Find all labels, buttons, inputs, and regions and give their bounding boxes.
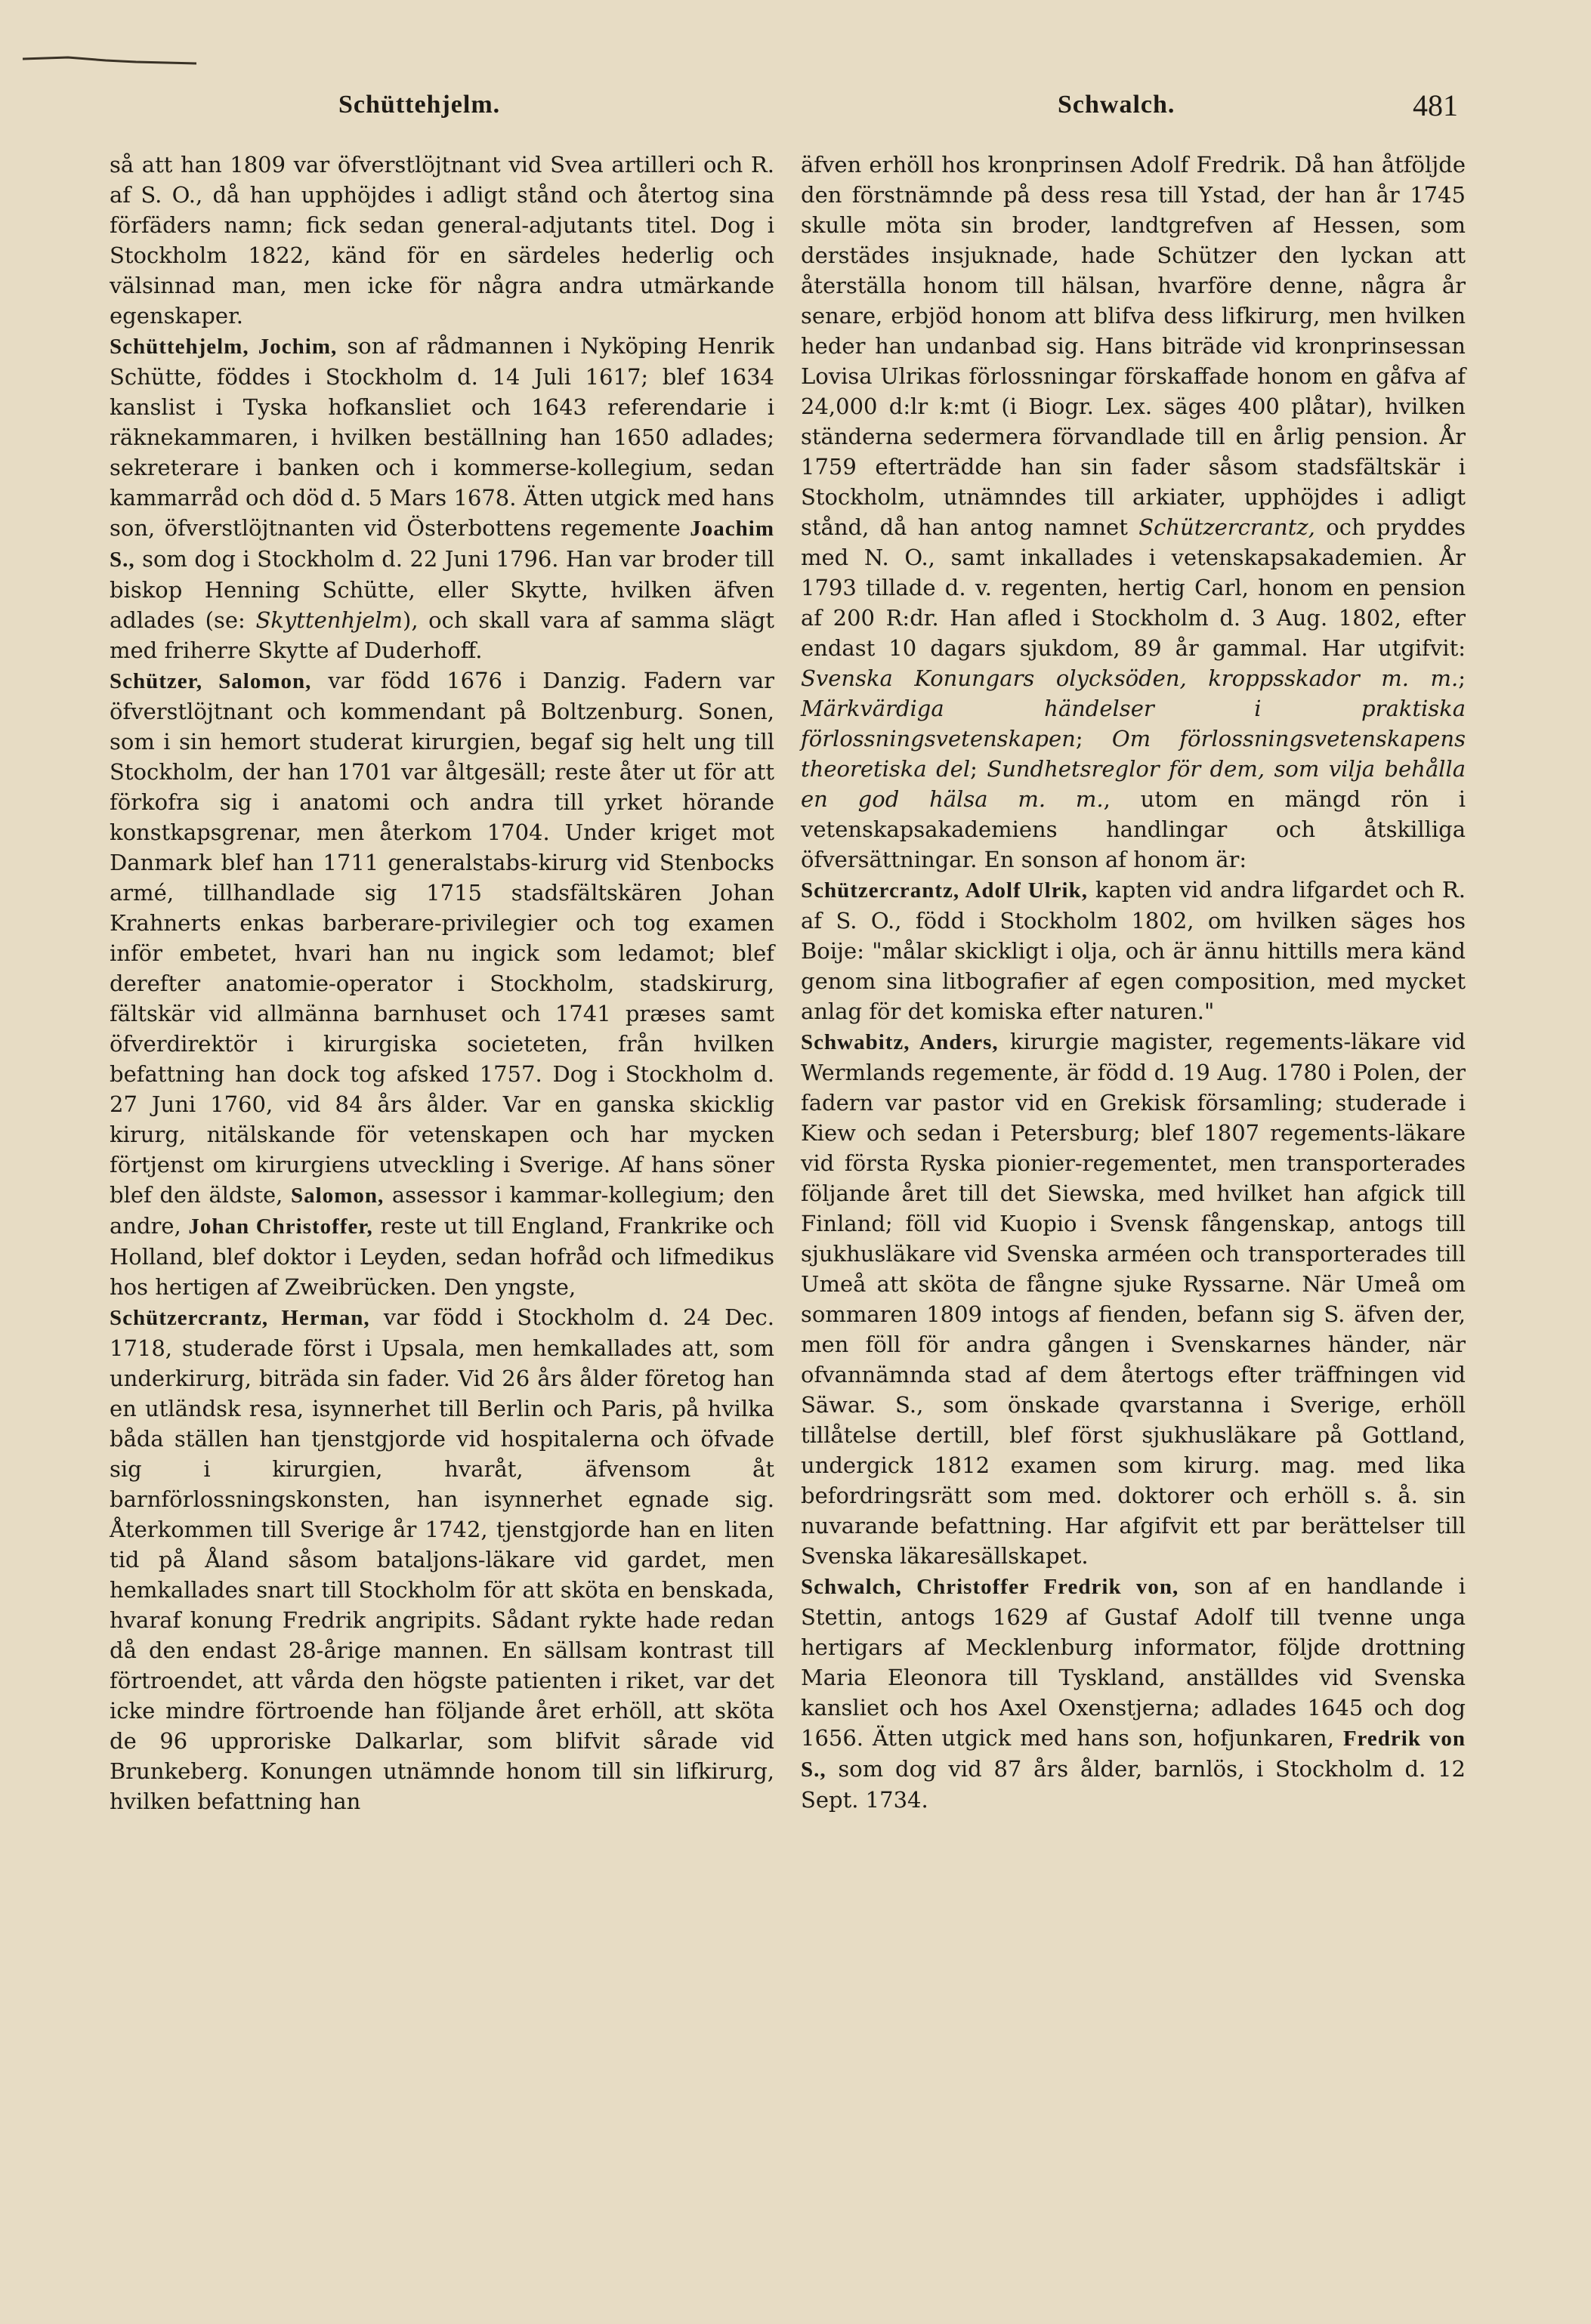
paragraph-text: reste ut till England, Frankrike och Holland, blef doktor i Leyden, sedan hofråd och lifmedikus hos hertigen af Zweibrücken. Den yngste, [110,1213,774,1300]
paragraph [801,1026,1466,1571]
paragraph-text: och pryddes med N. O., samt inkallades i vetenskapsakademien. År 1793 tillade d. v. regenten, hertig Carl, honom en pension af 200 R:dr. Han afled i Stockholm d. 3 Aug. 1802, efter endast 10 dagars sjukdom, 89 år gammal. Har utgifvit: [801,514,1466,661]
paragraph [801,150,1466,875]
running-head-right: Schwalch. [1058,91,1175,119]
running-head-left: Schüttehjelm. [338,91,501,119]
entry-headword: Joachim S., [110,517,774,572]
entry-headword: Schwalch, Christoffer Fredrik von, [801,1575,1179,1599]
entry-headword: Schwabitz, Anders, [801,1030,999,1054]
paragraph-text: så att han 1809 var öfverstlöjtnant vid Svea artilleri och R. af S. O., då han upphöjdes i adligt stånd och återtog sina förfäders namn; fick sedan general-adjutants titel. Dog i Stockholm 1822, känd för en särdeles hederlig och välsinnad man, men icke för några andra utmärkande egenskaper. [110,152,774,329]
paragraph-text: äfven erhöll hos kronprinsen Adolf Fredrik. Då han åtföljde den förstnämnde på dess resa till Ystad, der han år 1745 skulle möta sin broder, landtgrefven af Hessen, som derstädes insjuknade, hade Schützer den lyckan att återställa honom till hälsan, hvarföre denne, några år senare, erbjöd honom att blifva dess lifkirurg, men hvilken heder han undanbad sig. Hans biträde vid kronprinsessan Lovisa Ulrikas förlossningar förskaffade honom en gåfva af 24,000 d:lr k:mt (i Biogr. Lex. säges 400 plåtar), hvilken ständerna sedermera förvandlade till en årlig pension. År 1759 efterträdde han sin fader såsom stadsfältskär i Stockholm, utnämndes till arkiater, upphöjdes i adligt stånd, då han antog namnet [801,152,1466,540]
paragraph [110,331,774,665]
entry-headword: Salomon, [291,1184,385,1208]
entry-headword: Schützercrantz, Herman, [110,1306,370,1330]
paragraph-text: , utom en mängd rön i vetenskapsakademiens handlingar och åtskilliga öfversättningar. En sonson af honom är: [801,786,1466,872]
paragraph-text: var född 1676 i Danzig. Fadern var öfverstlöjtnant och kommendant på Boltzenburg. Sonen, som i sin hemort studerat kirurgien, begaf sig helt ung till Stockholm, der han 1701 var åltgesäll; reste åter ut för att förkofra sig i anatomi och andra till yrket hörande konstkapsgrenar, men återkom 1704. Under kriget mot Danmark blef han 1711 generalstabs-kirurg vid Stenbocks armé, tillhandlade sig 1715 stadsfältskären Johan Krahnerts enkas barberare-privilegier och tog examen inför embetet, hvari han nu ingick som ledamot; blef derefter anatomie-operator i Stockholm, stadskirurg, fältskär vid allmänna barnhuset och 1741 præses samt öfverdirektör i kirurgiska societeten, från hvilken befattning han dock tog afsked 1757. Dog i Stockholm d. 27 Juni 1760, vid 84 års ålder. Var en ganska skicklig kirurg, nitälskande för vetenskapen och har mycken förtjenst om kirurgiens utveckling i Sverige. Af hans söner blef den äldste, [110,668,774,1208]
paragraph-text: ), och skall vara af samma slägt med friherre Skytte af Duderhoff. [110,607,774,663]
paragraph-text: som dog vid 87 års ålder, barnlös, i Stockholm d. 12 Sept. 1734. [801,1756,1466,1813]
paragraph-text: var född i Stockholm d. 24 Dec. 1718, studerade först i Upsala, men hemkallades att, som underkirurg, biträda sin fader. Vid 26 års ålder företog han en utländsk resa, isynnerhet till Berlin och Paris, på hvilka båda ställen han tjenstgjorde vid hospitalerna och öfvade sig i kirurgien, hvaråt, äfvensom åt barnförlossningskonsten, han isynnerhet egnade sig. Återkommen till Sverige år 1742, tjenstgjorde han en liten tid på Åland såsom bataljons-läkare vid gardet, men hemkallades snart till Stockholm för att sköta en benskada, hvaraf konung Fredrik angripits. Sådant rykte hade redan då den endast 28-årige mannen. En sällsam kontrast till förtroendet, att vårda den högste patienten i riket, var det icke mindre förtroende han följande året erhöll, att sköta de 96 upproriske Dalkarlar, som blifvit sårade vid Brunkeberg. Konungen utnämnde honom till sin lifkirurg, hvilken befattning han [110,1304,775,1814]
page-edge-mark [23,53,196,66]
paragraph-text: som dog i Stockholm d. 22 Juni 1796. Han var broder till biskop Henning Schütte, eller Skytte, hvilken äfven adlades (se: [110,546,774,633]
paragraph [110,150,774,331]
entry-headword: Schüttehjelm, Jochim, [110,335,338,359]
entry-headword: Johan Christoffer, [188,1214,373,1239]
paragraph-text: ; [970,756,987,782]
italic-title: Schützercrantz, [1138,514,1315,540]
paragraph-text: son af en handlande i Stettin, antogs 1629 af Gustaf Adolf till tvenne unga hertigars af Mecklenburg informator, följde drottning Maria Eleonora till Tyskland, anställdes vid Svenska kansliet och hos Axel Oxenstjerna; adlades 1645 och dog 1656. Ätten utgick med hans son, hofjunkaren, [801,1573,1466,1751]
entry-headword: Fredrik von S., [801,1727,1466,1782]
page-number: 481 [1413,88,1458,122]
italic-title: Sundhetsreglor för dem, som vilja behålla en god hälsa m. m. [801,756,1466,812]
paragraph-text: kirurgie magister, regements-läkare vid Wermlands regemente, är född d. 19 Aug. 1780 i Polen, der fadern var pastor vid en Grekisk församling; studerade i Kiew och sedan i Petersburg; blef 1807 regements-läkare vid första Ryska pionier-regementet, men transporterades följande året till det Siewska, med hvilket han afgick till Finland; föll vid Kuopio i Svensk fångenskap, antogs till sjukhusläkare vid Svenska arméen och transporterades till Umeå att sköta de fångne sjuke Ryssarne. När Umeå om sommaren 1809 intogs af fienden, befann sig S. äfven der, men föll för andra gången i Svenskarnes händer, när ofvannämnda stad af dem återtogs efter träffningen vid Säwar. S., som önskade qvarstanna i Sverige, erhöll tillåtelse dertill, blef först sjukhusläkare på Gottland, undergick 1812 examen som kirurg. mag. med lika befordringsrätt som med. doktorer och erhöll s. å. sin nuvarande befattning. Har afgifvit ett par berättelser till Svenska läkaresällskapet. [801,1029,1466,1569]
paragraph-text: ; [1075,726,1112,752]
paragraph-text: son af rådmannen i Nyköping Henrik Schütte, föddes i Stockholm d. 14 Juli 1617; blef 1634 kanslist i Tyska hofkansliet och 1643 referendarie i räknekammaren, i hvilken beställning han 1650 adlades; sekreterare i banken och i kommerse-kollegium, sedan kammarråd och död d. 5 Mars 1678. Ätten utgick med hans son, öfverstlöjtnanten vid Österbottens regemente [110,333,774,541]
paragraph [801,1571,1466,1815]
paragraph [110,665,774,1302]
italic-title: Om förlossningsvetenskapens theoretiska del [801,726,1466,782]
entry-headword: Schützercrantz, Adolf Ulrik, [801,878,1088,903]
italic-title: Skyttenhjelm [255,607,403,633]
running-head [0,88,1591,136]
paragraph [801,875,1466,1026]
left-column [110,150,774,1816]
italic-title: Märkvärdiga händelser i praktiska förlossningsvetenskapen [801,696,1466,752]
paragraph [110,1302,774,1816]
right-column [801,150,1466,1815]
paragraph-text: assessor i kammar-kollegium; den andre, [110,1182,774,1239]
paragraph-text: kapten vid andra lifgardet och R. af S. O., född i Stockholm 1802, om hvilken säges hos Boije: "målar skickligt i olja, och är ännu hittills mera känd genom sina litbografier af egen composition, med mycket anlag för det komiska efter naturen." [801,877,1466,1024]
paragraph-text: ; [1458,665,1466,691]
entry-headword: Schützer, Salomon, [110,669,312,693]
italic-title: Svenska Konungars olycksöden, kroppsskador m. m. [801,665,1459,691]
